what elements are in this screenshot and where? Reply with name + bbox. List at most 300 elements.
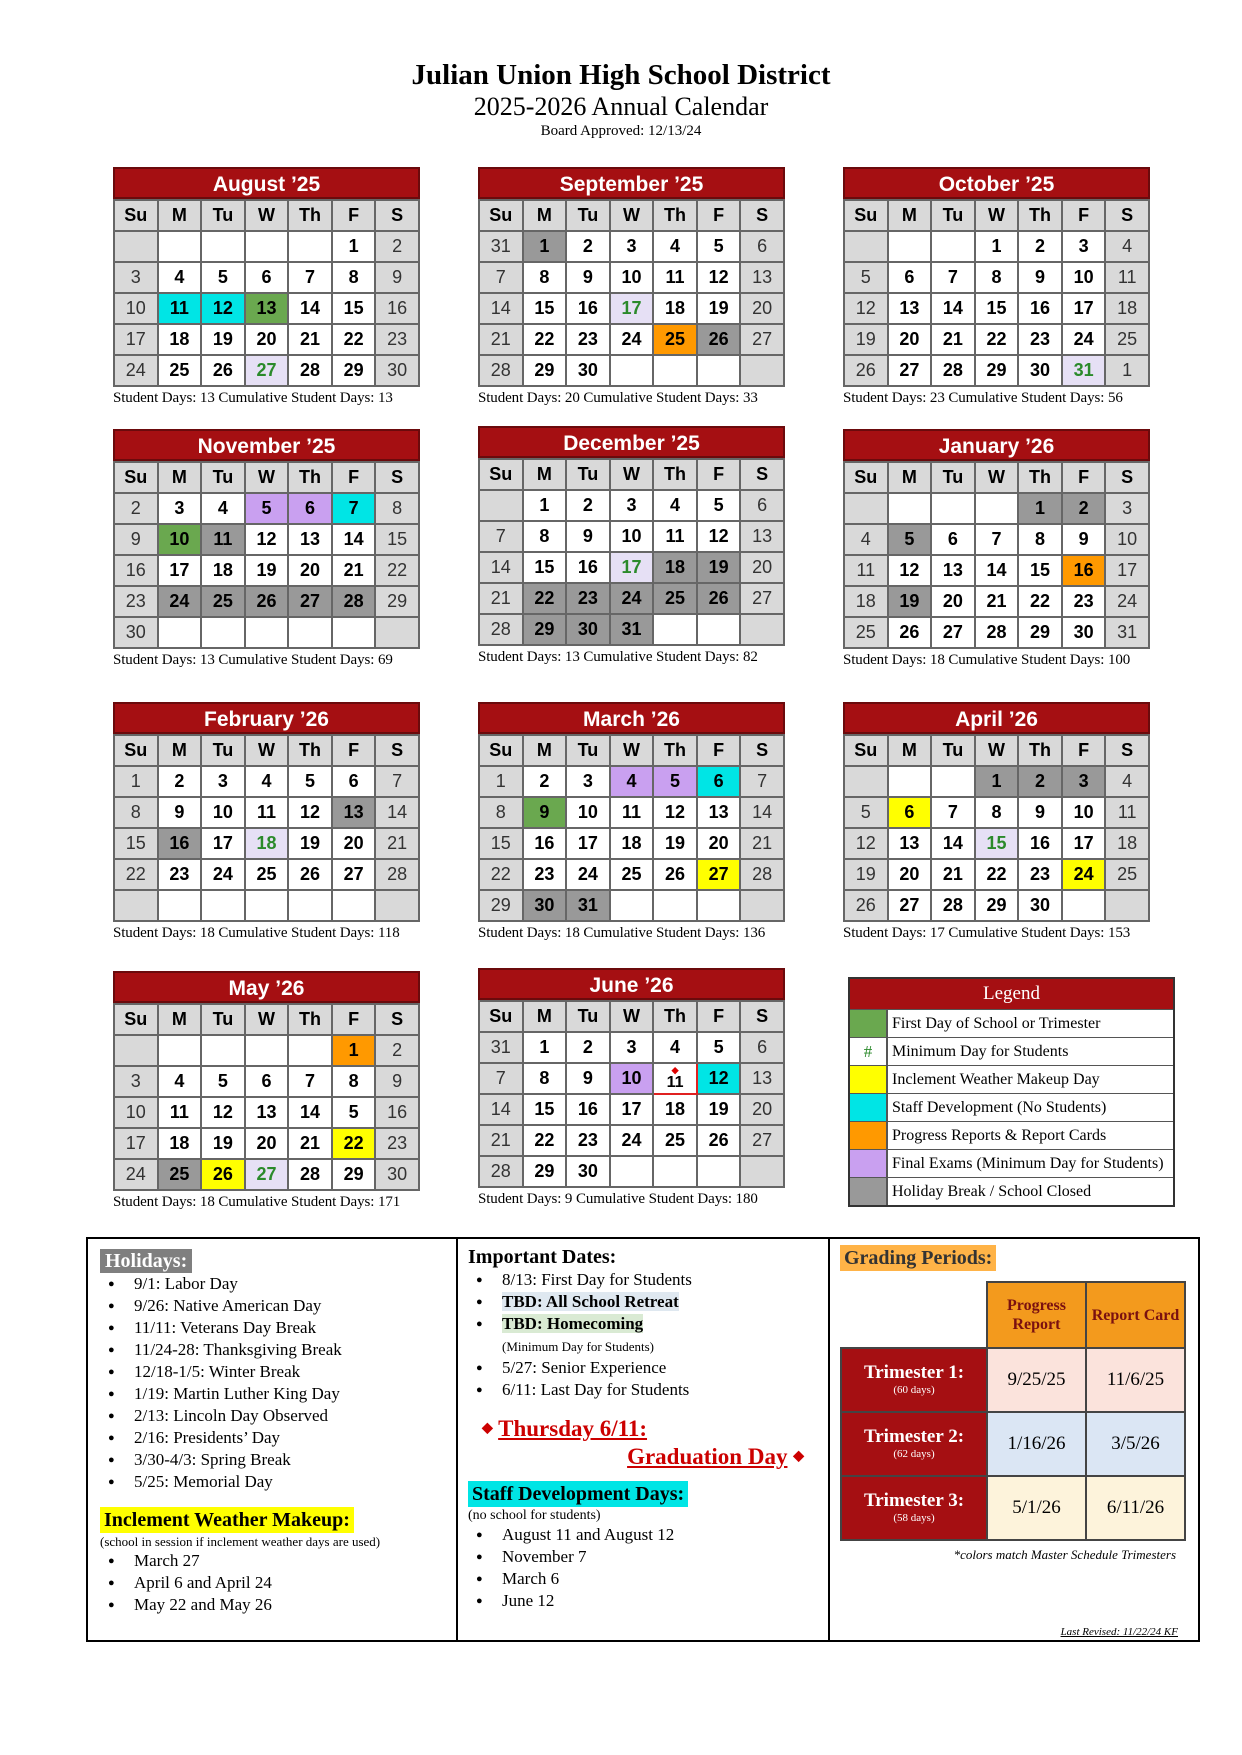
weekday-header: S [740,459,784,490]
grading-column [830,1239,1198,1640]
day-cell: 15 [332,293,376,324]
day-cell: 1 [975,766,1019,797]
day-cell [610,1156,654,1187]
day-cell: 9 [566,1063,610,1094]
day-cell: 29 [523,614,567,645]
day-cell: 12 [697,262,741,293]
day-cell: 9 [158,797,202,828]
legend-item [850,1177,1173,1205]
day-cell: 2 [375,1035,419,1066]
day-cell: 27 [245,355,289,386]
day-cell: 5 [844,262,888,293]
weekday-header: M [523,200,567,231]
weekday-header: W [610,200,654,231]
day-cell: 21 [288,1128,332,1159]
day-cell: 28 [332,586,376,617]
list-item: ● April 6 and April 24 [100,1572,446,1594]
day-cell: 2 [566,1032,610,1063]
day-cell [610,355,654,386]
weekday-header: S [375,1004,419,1035]
day-cell: 21 [931,324,975,355]
day-cell: 28 [288,1159,332,1190]
day-cell: 10 [1105,524,1149,555]
legend-swatch [850,1010,888,1037]
day-cell: 31 [479,231,523,262]
day-cell: 13 [740,521,784,552]
important-list [468,1269,818,1401]
weekday-header: W [610,459,654,490]
day-cell: 5 [332,1097,376,1128]
day-cell: 11 [653,262,697,293]
day-cell: 5 [201,262,245,293]
day-cell: 24 [1062,859,1106,890]
day-cell: 10 [610,1063,654,1094]
day-cell: 7 [479,1063,523,1094]
day-cell: 16 [566,552,610,583]
day-cell: 5 [697,490,741,521]
day-cell: 6 [888,262,932,293]
day-cell: 25 [1105,859,1149,890]
weekday-header: S [740,735,784,766]
day-cell: 15 [375,524,419,555]
day-cell: 30 [566,355,610,386]
day-cell: 17 [610,1094,654,1125]
day-cell: 18 [844,586,888,617]
day-cell: 28 [931,355,975,386]
day-cell [931,766,975,797]
day-cell: 29 [523,355,567,386]
day-cell: 19 [697,293,741,324]
month-calendar [843,702,1150,942]
day-cell: 31 [479,1032,523,1063]
day-cell: 8 [975,262,1019,293]
day-cell [888,493,932,524]
day-cell: 19 [201,1128,245,1159]
staff-dev-note: (no school for students) [468,1508,601,1523]
day-cell: 3 [114,1066,158,1097]
day-cell: 3 [610,1032,654,1063]
day-cell [844,493,888,524]
day-cell: 1 [975,231,1019,262]
month-grid [843,734,1150,922]
weekday-header: F [332,462,376,493]
day-cell: 15 [1018,555,1062,586]
day-cell: 10 [158,524,202,555]
day-cell: 12 [245,524,289,555]
day-cell: 19 [201,324,245,355]
day-cell: 28 [931,890,975,921]
month-calendar [113,429,420,669]
day-cell: 25 [245,859,289,890]
day-cell: 19 [653,828,697,859]
day-cell: 27 [332,859,376,890]
day-cell [158,231,202,262]
list-item: ● 3/30-4/3: Spring Break [100,1449,446,1471]
day-cell: 12 [888,555,932,586]
day-cell: 15 [523,1094,567,1125]
diamond-icon: ◆ [482,1421,493,1436]
weekday-header: Su [114,735,158,766]
day-cell: 10 [1062,262,1106,293]
day-cell: 28 [288,355,332,386]
day-cell: 30 [114,617,158,648]
day-cell: 9 [566,521,610,552]
weekday-header: S [375,735,419,766]
day-cell: 9 [375,1066,419,1097]
day-cell: 8 [523,1063,567,1094]
day-cell: 27 [740,324,784,355]
district-title: Julian Union High School District [411,59,831,91]
day-cell: 24 [201,859,245,890]
day-cell: 9 [114,524,158,555]
list-item: ● 2/16: Presidents’ Day [100,1427,446,1449]
day-cell [245,1035,289,1066]
day-cell: 29 [1018,617,1062,648]
day-cell: 6 [888,797,932,828]
day-cell [201,231,245,262]
grading-title: Grading Periods: [840,1245,996,1271]
list-item: ● 9/1: Labor Day [100,1273,446,1295]
day-cell: 14 [479,293,523,324]
day-cell: 7 [288,262,332,293]
day-cell: 3 [610,231,654,262]
month-grid [478,458,785,646]
day-cell: 28 [740,859,784,890]
legend-item [850,1037,1173,1065]
month-grid [113,734,420,922]
day-cell [158,1035,202,1066]
day-cell [740,890,784,921]
day-cell: 20 [245,324,289,355]
student-days-summary: Student Days: 20 Cumulative Student Days: 33 [478,390,758,406]
day-cell: 9 [375,262,419,293]
day-cell: 26 [697,324,741,355]
day-cell: 26 [201,1159,245,1190]
day-cell: 15 [975,828,1019,859]
day-cell: 16 [566,1094,610,1125]
weekday-header: Tu [566,200,610,231]
weekday-header: Th [653,1001,697,1032]
day-cell: 5 [288,766,332,797]
day-cell [697,355,741,386]
day-cell: 23 [158,859,202,890]
graduation-line-1: ◆ Thursday 6/11: [482,1416,648,1441]
month-grid [113,199,420,387]
day-cell: 3 [158,493,202,524]
list-item: ● 5/25: Memorial Day [100,1471,446,1493]
day-cell: 6 [332,766,376,797]
day-cell: 11 [158,1097,202,1128]
day-cell: 20 [332,828,376,859]
day-cell: 22 [975,324,1019,355]
legend-item [850,1065,1173,1093]
day-cell: 25 [653,324,697,355]
day-cell: 19 [844,324,888,355]
weekday-header: S [1105,462,1149,493]
progress-date: 1/16/26 [987,1412,1086,1476]
student-days-summary: Student Days: 18 Cumulative Student Days: 136 [478,925,766,941]
day-cell: 30 [1062,617,1106,648]
list-item: ● March 6 [468,1568,818,1590]
day-cell [288,1035,332,1066]
day-cell [375,617,419,648]
day-cell: 29 [523,1156,567,1187]
weekday-header: F [332,735,376,766]
day-cell: 6 [697,766,741,797]
trimester-label: Trimester 2: (62 days) [841,1412,987,1476]
day-cell: 3 [566,766,610,797]
day-cell: 29 [332,355,376,386]
day-cell: 30 [375,1159,419,1190]
day-cell [697,614,741,645]
weekday-header: Tu [566,735,610,766]
day-cell: 6 [740,490,784,521]
day-cell: 26 [288,859,332,890]
day-cell [697,1156,741,1187]
day-cell: 16 [1062,555,1106,586]
day-cell: 14 [931,293,975,324]
day-cell: 23 [1062,586,1106,617]
day-cell: 18 [610,828,654,859]
day-cell: 22 [1018,586,1062,617]
day-cell [844,231,888,262]
day-cell: 22 [114,859,158,890]
weekday-header: M [523,459,567,490]
day-cell: 1 [523,490,567,521]
weekday-header: M [888,735,932,766]
day-cell: 20 [740,293,784,324]
day-cell [653,355,697,386]
day-cell: 26 [653,859,697,890]
day-cell: 30 [375,355,419,386]
day-cell: 18 [158,1128,202,1159]
list-item: ● 11/11: Veterans Day Break [100,1317,446,1339]
day-cell: 2 [1018,766,1062,797]
day-cell: 5 [697,1032,741,1063]
month-calendar [843,167,1150,407]
day-cell: 17 [158,555,202,586]
day-cell: 12 [288,797,332,828]
weekday-header: Th [653,735,697,766]
day-cell: 8 [375,493,419,524]
day-cell: 13 [931,555,975,586]
list-item: ● May 22 and May 26 [100,1594,446,1616]
weekday-header: W [245,462,289,493]
day-cell: 15 [479,828,523,859]
day-cell: 23 [566,324,610,355]
day-cell: 6 [245,1066,289,1097]
day-cell: 26 [844,355,888,386]
month-grid [843,199,1150,387]
day-cell: 29 [375,586,419,617]
day-cell [158,617,202,648]
day-cell: 27 [888,890,932,921]
day-cell: 19 [697,552,741,583]
day-cell: 6 [740,1032,784,1063]
weekday-header: W [610,735,654,766]
day-cell: 1 [523,1032,567,1063]
day-cell: 4 [653,231,697,262]
day-cell: 17 [1062,828,1106,859]
day-cell: 1 [1105,355,1149,386]
day-cell: 5 [844,797,888,828]
day-cell: 7 [288,1066,332,1097]
day-cell: 11 [610,797,654,828]
staff-dev-title: Staff Development Days: [468,1481,688,1507]
weekday-header: F [1062,735,1106,766]
day-cell: 13 [288,524,332,555]
day-cell: 18 [653,552,697,583]
holidays-title: Holidays: [100,1249,192,1273]
day-cell: 9 [523,797,567,828]
legend-swatch [850,1122,888,1149]
day-cell: 21 [288,324,332,355]
day-cell: 21 [332,555,376,586]
day-cell: 16 [566,293,610,324]
weekday-header: Tu [201,735,245,766]
day-cell: 13 [245,1097,289,1128]
student-days-summary: Student Days: 18 Cumulative Student Days: 118 [113,925,400,941]
weekday-header: S [740,1001,784,1032]
legend-item [850,1009,1173,1037]
day-cell: 3 [1062,766,1106,797]
day-cell: 5 [697,231,741,262]
day-cell: 6 [740,231,784,262]
day-cell: 28 [375,859,419,890]
day-cell: 16 [375,1097,419,1128]
day-cell: 1 [332,231,376,262]
day-cell: 26 [697,1125,741,1156]
day-cell: 25 [158,355,202,386]
inclement-list [100,1550,446,1616]
list-item: ● 1/19: Martin Luther King Day [100,1383,446,1405]
list-item: ● 6/11: Last Day for Students [468,1379,818,1401]
weekday-header: Tu [931,200,975,231]
day-cell [653,890,697,921]
day-cell: 22 [332,1128,376,1159]
day-cell: 4 [201,493,245,524]
day-cell: 10 [610,521,654,552]
weekday-header: M [158,735,202,766]
weekday-header: Th [653,200,697,231]
day-cell: 20 [888,859,932,890]
day-cell: 15 [523,293,567,324]
month-calendar [113,702,420,942]
student-days-summary: Student Days: 18 Cumulative Student Days: 171 [113,1194,401,1210]
day-cell: 24 [158,586,202,617]
day-cell: 13 [888,828,932,859]
student-days-summary: Student Days: 13 Cumulative Student Days: 69 [113,652,393,668]
day-cell: 18 [201,555,245,586]
day-cell: 25 [1105,324,1149,355]
day-cell: 16 [375,293,419,324]
day-cell: 9 [1018,797,1062,828]
day-cell: 20 [740,552,784,583]
day-cell: 28 [479,355,523,386]
day-cell: 8 [479,797,523,828]
calendar-header [0,58,1242,140]
day-cell [653,614,697,645]
day-cell: 24 [1105,586,1149,617]
day-cell: 31 [1062,355,1106,386]
day-cell: 10 [114,293,158,324]
day-cell: 30 [566,1156,610,1187]
day-cell [740,1156,784,1187]
grading-table [840,1281,1186,1541]
day-cell: 27 [740,1125,784,1156]
list-item: ● 12/18-1/5: Winter Break [100,1361,446,1383]
list-item: ● 9/26: Native American Day [100,1295,446,1317]
month-calendar [843,429,1150,669]
month-grid [113,461,420,649]
day-cell: 7 [931,797,975,828]
day-cell [288,617,332,648]
legend-label: Final Exams (Minimum Day for Students) [892,1155,1164,1172]
day-cell [114,1035,158,1066]
list-item: ● August 11 and August 12 [468,1524,818,1546]
day-cell: 21 [740,828,784,859]
day-cell: 4 [844,524,888,555]
weekday-header: Su [114,1004,158,1035]
graduation-line-2: Graduation Day ◆ [627,1444,804,1469]
weekday-header: F [697,735,741,766]
day-cell: 26 [844,890,888,921]
day-cell: 3 [610,490,654,521]
day-cell: 27 [697,859,741,890]
day-cell: 18 [158,324,202,355]
list-item: ● 5/27: Senior Experience [468,1357,818,1379]
day-cell: 8 [332,262,376,293]
month-title: March ’26 [478,702,785,734]
list-item: ● TBD: All School Retreat [468,1291,818,1313]
month-calendar [478,968,785,1208]
weekday-header: W [245,200,289,231]
legend-swatch: # [850,1038,888,1065]
day-cell: 5 [653,766,697,797]
day-cell: 20 [740,1094,784,1125]
list-item: ● June 12 [468,1590,818,1612]
day-cell [201,617,245,648]
weekday-header: Tu [931,462,975,493]
day-cell: 26 [697,583,741,614]
day-cell: 22 [523,583,567,614]
list-item: ● 8/13: First Day for Students [468,1269,818,1291]
day-cell: 14 [479,1094,523,1125]
weekday-header: Tu [201,462,245,493]
board-approved: Board Approved: 12/13/24 [540,123,702,139]
day-cell: 8 [114,797,158,828]
day-cell: 18 [1105,293,1149,324]
day-cell: 22 [975,859,1019,890]
day-cell: 27 [245,1159,289,1190]
day-cell: 22 [523,1125,567,1156]
month-title: January ’26 [843,429,1150,461]
weekday-header: M [158,200,202,231]
day-cell: 28 [975,617,1019,648]
day-cell [245,617,289,648]
day-cell: 16 [114,555,158,586]
day-cell: 11 [201,524,245,555]
legend-title: Legend [850,979,1173,1009]
weekday-header: S [1105,200,1149,231]
day-cell: 26 [888,617,932,648]
day-cell: 20 [931,586,975,617]
day-cell: 9 [1018,262,1062,293]
day-cell: 7 [975,524,1019,555]
day-cell [288,890,332,921]
day-cell: 14 [740,797,784,828]
month-grid [478,1000,785,1188]
